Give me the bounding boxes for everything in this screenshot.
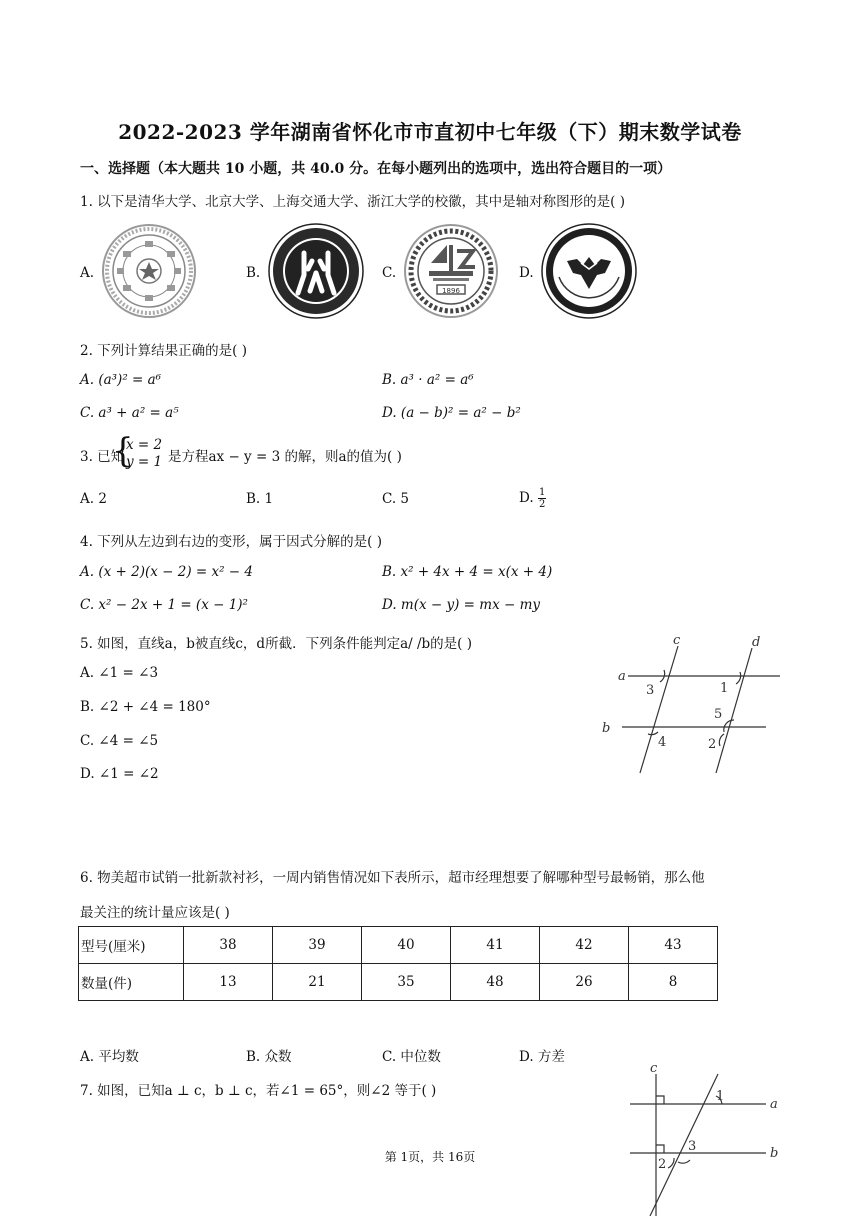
table-cell: 型号(厘米) [79, 927, 184, 964]
section-heading: 一、选择题（本大题共 10 小题，共 40.0 分。在每小题列出的选项中，选出符合题目的一项） [80, 161, 672, 177]
q5-option-c: C. ∠4 = ∠5 [80, 733, 159, 749]
line-label-d: d [752, 635, 761, 650]
q2-option-d: D. (a − b)² = a² − b² [382, 405, 521, 421]
line-label-c: c [650, 1061, 658, 1076]
table-cell: 38 [184, 927, 273, 964]
question-4-stem: 4. 下列从左边到右边的变形，属于因式分解的是( ) [80, 534, 382, 550]
q4-option-a: A. (x + 2)(x − 2) = x² − 4 [80, 564, 253, 580]
page-title: 2022-2023 学年湖南省怀化市市直初中七年级（下）期末数学试卷 [118, 120, 742, 144]
line-label-a: a [770, 1097, 778, 1112]
q1-option-d-label: D. [519, 265, 534, 281]
table-row [79, 964, 718, 1001]
q3-option-d-label: D. [519, 490, 534, 506]
q1-option-b-label: B. [246, 265, 261, 281]
q5-option-b: B. ∠2 + ∠4 = 180° [80, 699, 211, 715]
q3-equation-1: x = 2 [126, 437, 163, 453]
q3-option-a: A. 2 [80, 491, 107, 507]
angle-label-5: 5 [714, 707, 723, 722]
question-6-stem-line-1: 6. 物美超市试销一批新款衬衫，一周内销售情况如下表所示，超市经理想要了解哪种型号最畅销，那么他 [80, 870, 705, 886]
question-3-suffix: 是方程ax − y = 3 的解，则a的值为( ) [168, 449, 402, 465]
angle-label-4: 4 [658, 735, 667, 750]
table-cell: 43 [629, 927, 718, 964]
table-cell: 35 [362, 964, 451, 1001]
table-cell: 13 [184, 964, 273, 1001]
q4-option-c: C. x² − 2x + 1 = (x − 1)² [80, 597, 248, 613]
table-cell: 21 [273, 964, 362, 1001]
equation-system-brace: { [112, 431, 134, 471]
q2-option-b: B. a³ · a² = a⁶ [382, 372, 474, 388]
angle-label-3: 3 [688, 1139, 697, 1154]
tsinghua-emblem-image [101, 223, 197, 319]
sales-table [78, 926, 718, 1001]
q1-option-a-label: A. [80, 265, 95, 281]
angle-label-2: 2 [658, 1157, 667, 1172]
table-cell: 41 [451, 927, 540, 964]
table-cell: 26 [540, 964, 629, 1001]
line-label-b: b [602, 721, 611, 736]
table-cell: 8 [629, 964, 718, 1001]
peking-emblem-image [268, 223, 364, 319]
q5-option-d: D. ∠1 = ∠2 [80, 766, 159, 782]
table-cell: 40 [362, 927, 451, 964]
q2-option-c: C. a³ + a² = a⁵ [80, 405, 179, 421]
zju-emblem-image [541, 223, 637, 319]
sjtu-emblem-image [403, 223, 499, 319]
question-5-stem: 5. 如图，直线a，b被直线c，d所截．下列条件能判定a/ /b的是( ) [80, 636, 472, 652]
q3-option-d [519, 487, 546, 510]
table-row [79, 927, 718, 964]
q5-parallel-lines-figure [600, 628, 784, 778]
page-footer: 第 1页，共 16页 [384, 1150, 476, 1164]
line-label-b: b [770, 1146, 779, 1161]
q4-option-d: D. m(x − y) = mx − my [382, 597, 541, 613]
angle-label-1: 1 [716, 1089, 725, 1104]
question-1-stem: 1. 以下是清华大学、北京大学、上海交通大学、浙江大学的校徽，其中是轴对称图形的是( ) [80, 194, 625, 210]
q6-option-a: A. 平均数 [80, 1049, 139, 1065]
q6-option-d: D. 方差 [519, 1049, 565, 1065]
question-2-stem: 2. 下列计算结果正确的是( ) [80, 343, 247, 359]
table-cell: 42 [540, 927, 629, 964]
q3-option-d-fraction [538, 487, 546, 510]
table-cell: 39 [273, 927, 362, 964]
question-6-stem-line-2: 最关注的统计量应该是( ) [80, 905, 230, 921]
q3-equation-2: y = 1 [126, 454, 163, 470]
q3-option-b: B. 1 [246, 491, 274, 507]
fraction-numerator: 1 [538, 487, 546, 498]
q6-option-b: B. 众数 [246, 1049, 292, 1065]
table-cell: 48 [451, 964, 540, 1001]
q4-option-b: B. x² + 4x + 4 = x(x + 4) [382, 564, 553, 580]
q7-perpendicular-lines-figure [620, 1060, 786, 1216]
q1-option-c-label: C. [382, 265, 397, 281]
question-7-stem: 7. 如图，已知a ⊥ c，b ⊥ c，若∠1 = 65°，则∠2 等于( ) [80, 1083, 437, 1099]
line-label-c: c [673, 633, 681, 648]
angle-label-1: 1 [720, 681, 729, 696]
q2-option-a: A. (a³)² = a⁶ [80, 372, 162, 388]
line-label-a: a [618, 669, 626, 684]
svg-text:1896: 1896 [442, 287, 460, 295]
table-cell: 数量(件) [79, 964, 184, 1001]
question-3-prefix: 3. 已知 [80, 449, 125, 465]
fraction-denominator: 2 [538, 499, 546, 510]
q3-option-c: C. 5 [382, 491, 410, 507]
q6-option-c: C. 中位数 [382, 1049, 441, 1065]
q5-option-a: A. ∠1 = ∠3 [80, 665, 159, 681]
angle-label-2: 2 [708, 737, 717, 752]
angle-label-3: 3 [646, 683, 655, 698]
